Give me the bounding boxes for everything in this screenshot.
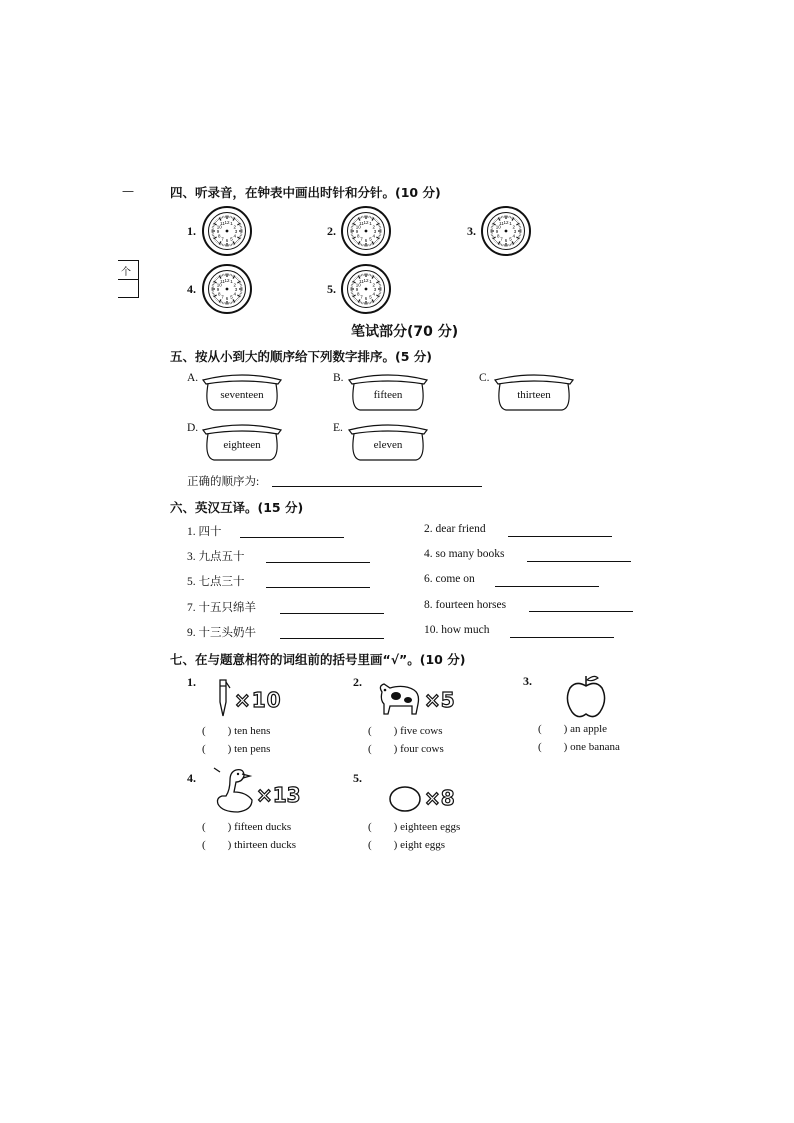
svg-text:3: 3 xyxy=(373,286,377,292)
written-part-title: 笔试部分(70 分) xyxy=(351,324,459,340)
translate-line-3[interactable] xyxy=(266,562,370,563)
svg-text:4: 4 xyxy=(512,233,516,239)
clock-5-num: 5. xyxy=(327,282,336,296)
clock-3-num: 3. xyxy=(467,224,476,238)
svg-text:11: 11 xyxy=(359,279,364,285)
pen-icon xyxy=(214,678,234,718)
section-7-title: 七、在与题意相符的词组前的括号里画“√”。(10 分) xyxy=(170,652,466,667)
cow-icon xyxy=(374,680,424,720)
svg-text:9: 9 xyxy=(495,228,499,234)
pot-c-word: thirteen xyxy=(517,389,551,401)
svg-text:9: 9 xyxy=(216,228,220,234)
q7-2-opt-2[interactable]: ( ) four cows xyxy=(368,743,444,755)
svg-text:2: 2 xyxy=(233,224,237,230)
q7-1-opt-2[interactable]: ( ) ten pens xyxy=(202,743,271,755)
svg-text:2: 2 xyxy=(233,282,237,288)
pot-b-letter: B. xyxy=(333,372,344,384)
svg-text:10: 10 xyxy=(216,282,222,288)
svg-text:4: 4 xyxy=(372,291,376,297)
svg-text:4: 4 xyxy=(233,291,237,297)
clock-2[interactable] xyxy=(341,206,391,256)
svg-text:8: 8 xyxy=(217,291,221,297)
translate-item-7: 7. 十五只绵羊 xyxy=(187,602,256,614)
section-4-title: 四、听录音，在钟表中画出时针和分针。(10 分) xyxy=(170,185,441,200)
pot-a-word: seventeen xyxy=(220,389,264,401)
svg-text:6: 6 xyxy=(225,237,229,243)
clock-2-num: 2. xyxy=(327,224,336,238)
q7-1-count: ×10 xyxy=(234,688,282,712)
svg-text:1: 1 xyxy=(509,221,512,227)
svg-text:7: 7 xyxy=(360,294,363,300)
svg-text:9: 9 xyxy=(355,286,359,292)
duck-icon xyxy=(212,766,258,816)
translate-line-9[interactable] xyxy=(280,638,384,639)
clock-5[interactable] xyxy=(341,264,391,314)
svg-text:4: 4 xyxy=(233,233,237,239)
translate-item-3: 3. 九点五十 xyxy=(187,551,245,563)
svg-text:7: 7 xyxy=(221,294,224,300)
section-6-title: 六、英汉互译。(15 分) xyxy=(170,500,304,515)
pot-e-letter: E. xyxy=(333,422,343,434)
svg-text:3: 3 xyxy=(234,286,238,292)
svg-text:11: 11 xyxy=(499,221,504,227)
margin-box-char: 个 xyxy=(121,267,131,278)
svg-text:2: 2 xyxy=(512,224,516,230)
clock-dial xyxy=(343,266,389,312)
svg-text:8: 8 xyxy=(356,233,360,239)
svg-text:6: 6 xyxy=(225,295,229,301)
q7-5-count: ×8 xyxy=(424,786,455,810)
svg-text:10: 10 xyxy=(216,224,222,230)
svg-text:11: 11 xyxy=(220,221,225,227)
q7-1-num: 1. xyxy=(187,675,196,689)
svg-text:12: 12 xyxy=(363,219,369,225)
translate-item-6: 6. come on xyxy=(424,573,475,585)
pot-c-letter: C. xyxy=(479,372,490,384)
pot-b-word: fifteen xyxy=(373,389,403,401)
svg-text:1: 1 xyxy=(230,221,233,227)
svg-text:3: 3 xyxy=(234,228,238,234)
svg-text:8: 8 xyxy=(356,291,360,297)
translate-line-7[interactable] xyxy=(280,613,384,614)
svg-text:11: 11 xyxy=(220,279,225,285)
order-answer-line[interactable] xyxy=(272,486,482,487)
q7-4-count: ×13 xyxy=(256,783,301,807)
pot-d-word: eighteen xyxy=(223,439,261,451)
q7-4-opt-1[interactable]: ( ) fifteen ducks xyxy=(202,821,292,833)
svg-text:2: 2 xyxy=(372,224,376,230)
order-answer-label: 正确的顺序为: xyxy=(187,476,260,488)
q7-2-count: ×5 xyxy=(424,688,455,712)
svg-text:8: 8 xyxy=(217,233,221,239)
translate-item-5: 5. 七点三十 xyxy=(187,576,245,588)
apple-icon xyxy=(564,672,608,720)
translate-line-4[interactable] xyxy=(527,561,631,562)
q7-3-opt-2[interactable]: ( ) one banana xyxy=(538,741,620,753)
q7-5-num: 5. xyxy=(353,771,362,785)
translate-line-6[interactable] xyxy=(495,586,599,587)
q7-4-num: 4. xyxy=(187,771,196,785)
q7-5-opt-2[interactable]: ( ) eight eggs xyxy=(368,839,445,851)
translate-line-10[interactable] xyxy=(510,637,614,638)
svg-text:7: 7 xyxy=(500,236,503,242)
q7-2-num: 2. xyxy=(353,675,362,689)
translate-item-1: 1. 四十 xyxy=(187,526,222,538)
q7-3-num: 3. xyxy=(523,674,532,688)
svg-text:12: 12 xyxy=(224,219,230,225)
clock-1[interactable] xyxy=(202,206,252,256)
svg-text:6: 6 xyxy=(504,237,508,243)
svg-text:12: 12 xyxy=(224,277,230,283)
svg-text:5: 5 xyxy=(230,294,233,300)
translate-item-8: 8. fourteen horses xyxy=(424,599,507,611)
svg-text:9: 9 xyxy=(355,228,359,234)
clock-dial xyxy=(483,208,529,254)
clock-4[interactable] xyxy=(202,264,252,314)
svg-text:5: 5 xyxy=(509,236,512,242)
svg-text:1: 1 xyxy=(369,221,372,227)
svg-text:5: 5 xyxy=(230,236,233,242)
svg-text:4: 4 xyxy=(372,233,376,239)
translate-item-2: 2. dear friend xyxy=(424,523,486,535)
pot-d-letter: D. xyxy=(187,422,199,434)
margin-box xyxy=(118,260,139,298)
svg-text:3: 3 xyxy=(513,228,517,234)
svg-text:2: 2 xyxy=(372,282,376,288)
svg-text:12: 12 xyxy=(503,219,509,225)
svg-text:7: 7 xyxy=(360,236,363,242)
clock-dial xyxy=(343,208,389,254)
svg-text:1: 1 xyxy=(230,279,233,285)
clock-dial xyxy=(204,208,250,254)
translate-item-4: 4. so many books xyxy=(424,548,505,560)
q7-2-opt-1[interactable]: ( ) five cows xyxy=(368,725,443,737)
clock-dial xyxy=(204,266,250,312)
pot-e-word: eleven xyxy=(373,439,403,451)
svg-text:5: 5 xyxy=(369,236,372,242)
clock-3[interactable] xyxy=(481,206,531,256)
translate-line-1[interactable] xyxy=(240,537,344,538)
svg-text:3: 3 xyxy=(373,228,377,234)
svg-text:5: 5 xyxy=(369,294,372,300)
translate-line-2[interactable] xyxy=(508,536,612,537)
svg-text:12: 12 xyxy=(363,277,369,283)
svg-text:11: 11 xyxy=(359,221,364,227)
svg-text:6: 6 xyxy=(364,295,368,301)
margin-dash: — xyxy=(122,184,134,198)
translate-line-8[interactable] xyxy=(529,611,633,612)
egg-icon xyxy=(388,785,424,813)
svg-text:8: 8 xyxy=(496,233,500,239)
svg-text:1: 1 xyxy=(369,279,372,285)
svg-text:9: 9 xyxy=(216,286,220,292)
translate-line-5[interactable] xyxy=(266,587,370,588)
q7-1-opt-1[interactable]: ( ) ten hens xyxy=(202,725,271,737)
svg-text:10: 10 xyxy=(355,282,361,288)
translate-item-10: 10. how much xyxy=(424,624,490,636)
svg-text:10: 10 xyxy=(355,224,361,230)
translate-item-9: 9. 十三头奶牛 xyxy=(187,627,256,639)
clock-4-num: 4. xyxy=(187,282,196,296)
clock-1-num: 1. xyxy=(187,224,196,238)
pot-a-letter: A. xyxy=(187,372,199,384)
q7-5-opt-1[interactable]: ( ) eighteen eggs xyxy=(368,821,461,833)
svg-text:10: 10 xyxy=(495,224,501,230)
section-5-title: 五、按从小到大的顺序给下列数字排序。(5 分) xyxy=(170,349,432,364)
q7-3-opt-1[interactable]: ( ) an apple xyxy=(538,723,608,735)
svg-text:6: 6 xyxy=(364,237,368,243)
q7-4-opt-2[interactable]: ( ) thirteen ducks xyxy=(202,839,297,851)
svg-text:7: 7 xyxy=(221,236,224,242)
